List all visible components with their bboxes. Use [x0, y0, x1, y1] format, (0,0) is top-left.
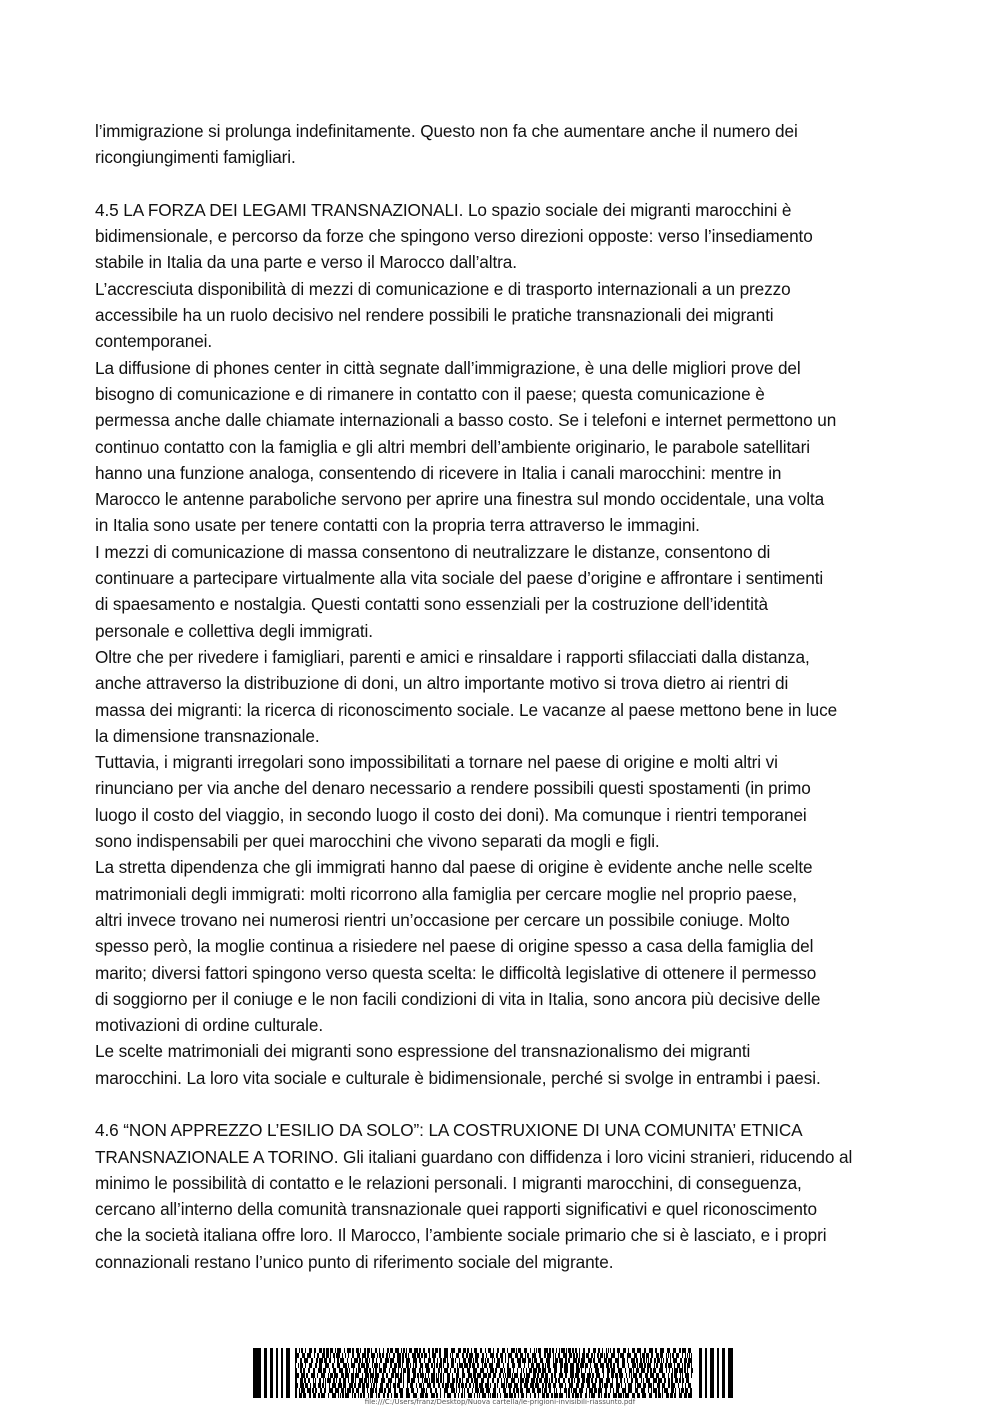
paragraph-7: Tuttavia, i migranti irregolari sono impossibilitati a tornare nel paese di origine e molti altri vi rinunciano per via anche del denaro necessario a rendere possibili questi spostamenti (in primo luogo il costo del viaggio, in secondo luogo il costo dei doni). Ma comunque i rientri temporanei sono indispensabili per quei marocchini che vivono separati da mogli e figli.: [95, 752, 811, 852]
section-4-5-paragraph: 4.5 LA FORZA DEI LEGAMI TRANSNAZIONALI. Lo spazio sociale dei migranti marocchini è bidimensionale, e percorso da forze che spingono verso direzioni opposte: verso l’insediamento stabile in Italia da una parte e verso il Marocco dall’altra.: [95, 199, 813, 273]
section-4-6-paragraph: 4.6 “NON APPREZZO L’ESILIO DA SOLO”: LA COSTRUXIONE DI UNA COMUNITA’ ETNICA TRANSNAZIONALE A TORINO. Gli italiani guardano con diffidenza i loro vicini stranieri, riducendo al minimo le possibilità di contatto e le relazioni personali. I migranti marocchini, di conseguenza, cercano all’interno della comunità transnazionale quei rapporti significativi e quel riconoscimento che la società italiana offre loro. Il Marocco, l’ambiente sociale primario che si è lasciato, e i propri connazionali restano l’unico punto di riferimento sociale del migrante.: [95, 1120, 853, 1272]
footer-file-path: file:///C:/Users/franz/Desktop/Nuova cartella/le-prigioni-invisibili-riassunto.pdf: [364, 1398, 636, 1406]
paragraph-4: La diffusione di phones center in città segnate dall’immigrazione, è una delle migliori prove del bisogno di comunicazione e di rimanere in contatto con il paese; questa comunicazione è permessa anche dalle chiamate internazionali a basso costo. Se i telefoni e internet permettono un continuo contatto con la famiglia e gli altri membri dell’ambiente originario, le parabole satellitari hanno una funzione analoga, consentendo di ricevere in Italia i canali marocchini: mentre in Marocco le antenne paraboliche servono per aprire una finestra sul mondo occidentale, una volta in Italia sono usate per tenere contatti con la propria terra attraverso le immagini.: [95, 357, 837, 536]
document-body: [95, 118, 910, 1275]
paragraph-8: La stretta dipendenza che gli immigrati hanno dal paese di origine è evidente anche nelle scelte matrimoniali degli immigrati: molti ricorrono alla famiglia per cercare moglie nel proprio paese, altri invece trovano nei numerosi rientri un’occasione per cercare un possibile coniuge. Molto spesso però, la moglie continua a risiedere nel paese di origine spesso a casa della famiglia del marito; diversi fattori spingono verso questa scelta: le difficoltà legislative di ottenere il permesso di soggiorno per il coniuge e le non facili condizioni di vita in Italia, sono ancora più decisive delle motivazioni di ordine culturale.: [95, 857, 821, 1036]
paragraph-6: Oltre che per rivedere i famigliari, parenti e amici e rinsaldare i rapporti sfilacciati dalla distanza, anche attraverso la distribuzione di doni, un altro importante motivo si trova dietro ai rientri di massa dei migranti: la ricerca di riconoscimento sociale. Le vacanze al paese mettono bene in luce la dimensione transnazionale.: [95, 646, 838, 746]
paragraph-3: L’accresciuta disponibilità di mezzi di comunicazione e di trasporto internazionali a un prezzo accessibile ha un ruolo decisivo nel rendere possibili le pratiche transnazionali dei migranti contemporanei.: [95, 278, 791, 352]
paragraph-gap: [95, 171, 910, 197]
paragraph-gap: [95, 1091, 910, 1117]
paragraph-9: Le scelte matrimoniali dei migranti sono espressione del transnazionalismo dei migranti marocchini. La loro vita sociale e culturale è bidimensionale, perché si svolge in entrambi i paesi.: [95, 1041, 821, 1088]
barcode-image: [253, 1348, 733, 1398]
paragraph-1: l’immigrazione si prolunga indefinitamente. Questo non fa che aumentare anche il numero dei ricongiungimenti famigliari.: [95, 121, 798, 168]
paragraph-5: I mezzi di comunicazione di massa consentono di neutralizzare le distanze, consentono di continuare a partecipare virtualmente alla vita sociale del paese d’origine e affrontare i sentimenti di spaesamento e nostalgia. Questi contatti sono essenziali per la costruzione dell’identità personale e collettiva degli immigrati.: [95, 541, 824, 641]
